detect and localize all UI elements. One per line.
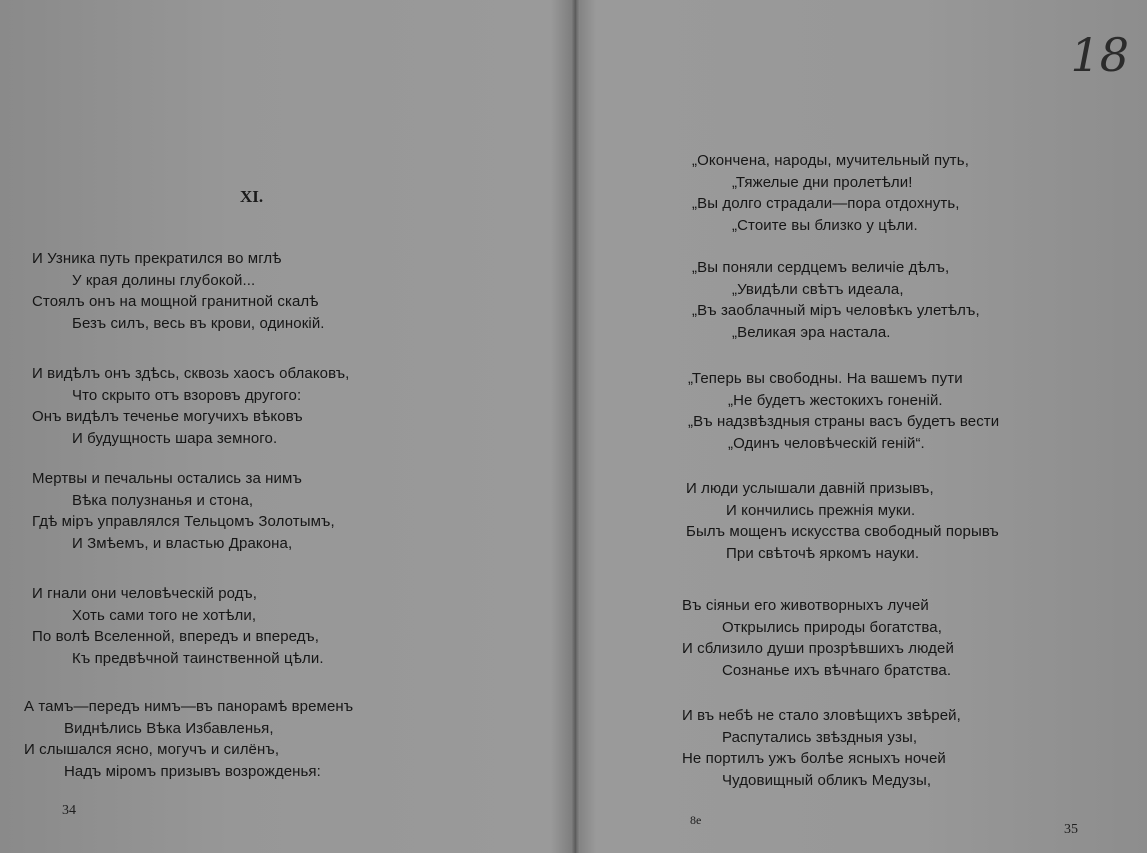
stanza-4 — [686, 478, 999, 564]
verse-line: И Змѣемъ, и властью Дракона, — [72, 534, 293, 552]
stanza-2 — [32, 363, 349, 449]
verse-line: Сознанье ихъ вѣчнаго братства. — [722, 661, 952, 679]
handwritten-page-note: 18 — [1070, 28, 1129, 82]
verse-line: И сблизило души прозрѣвшихъ людей — [682, 640, 954, 658]
verse-line: „Въ заоблачный міръ человѣкъ улетѣлъ, — [692, 302, 980, 320]
verse-line: Чудовищный обликъ Медузы, — [722, 771, 932, 789]
right-page — [577, 0, 1147, 853]
verse-line: „Теперь вы свободны. На вашемъ пути — [688, 370, 963, 387]
stanza-1 — [32, 248, 325, 334]
verse-line: „Великая эра настала. — [732, 323, 891, 341]
verse-line: У края долины глубокой... — [72, 271, 256, 289]
stanza-4 — [32, 583, 324, 669]
stanza-6 — [682, 705, 961, 791]
stanza-2 — [692, 257, 980, 343]
verse-line: И видѣлъ онъ здѣсь, сквозь хаосъ облаковъ, — [32, 365, 350, 382]
verse-line: По волѣ Вселенной, впередъ и впередъ, — [32, 628, 320, 646]
verse-line: Мертвы и печальны остались за нимъ — [32, 470, 302, 487]
verse-line: Надъ міромъ призывъ возрожденья: — [64, 762, 321, 780]
verse-line: При свѣточѣ яркомъ науки. — [726, 544, 920, 562]
verse-line: И въ небѣ не стало зловѣщихъ звѣрей, — [682, 707, 961, 724]
verse-line: И люди услышали давній призывъ, — [686, 480, 934, 497]
verse-line: Вѣка полузнанья и стона, — [72, 491, 254, 509]
verse-line: Хоть сами того не хотѣли, — [72, 606, 257, 624]
chapter-heading: XI. — [240, 187, 264, 206]
stanza-5 — [682, 595, 954, 681]
verse-line: Не портилъ ужъ болѣе ясныхъ ночей — [682, 750, 946, 768]
verse-line: „Не будетъ жестокихъ гоненій. — [728, 391, 943, 409]
stanza-3 — [688, 368, 999, 454]
verse-line: И кончились прежнія муки. — [726, 501, 916, 519]
verse-line: „Вы поняли сердцемъ величіе дѣлъ, — [692, 259, 950, 276]
verse-line: А тамъ—передъ нимъ—въ панорамѣ временъ — [24, 698, 354, 715]
verse-line: Къ предвѣчной таинственной цѣли. — [72, 649, 324, 667]
verse-line: Безъ силъ, весь въ крови, одинокій. — [72, 314, 325, 332]
verse-line: И гнали они человѣческій родъ, — [32, 585, 258, 602]
verse-line: И слышался ясно, могучъ и силёнъ, — [24, 741, 280, 759]
stanza-5 — [24, 696, 353, 782]
verse-line: И Узника путь прекратился во мглѣ — [32, 250, 282, 267]
verse-line: „Окончена, народы, мучительный путь, — [692, 152, 969, 169]
verse-line: „Стоите вы близко у цѣли. — [732, 216, 918, 234]
verse-line: Распутались звѣздныя узы, — [722, 728, 918, 746]
stanza-3 — [32, 468, 335, 554]
verse-line: Гдѣ міръ управлялся Тельцомъ Золотымъ, — [32, 513, 335, 531]
verse-line: И будущность шара земного. — [72, 429, 278, 447]
page-number-right: 35 — [1064, 822, 1078, 837]
stanza-1 — [692, 150, 969, 236]
page-number-left: 34 — [62, 803, 76, 818]
verse-line: Былъ мощенъ искусства свободный порывъ — [686, 523, 999, 541]
signature-mark: 8е — [690, 813, 702, 827]
verse-line: „Одинъ человѣческій геній“. — [728, 434, 925, 452]
verse-line: Въ сіяньи его животворныхъ лучей — [682, 597, 929, 614]
verse-line: „Въ надзвѣздныя страны васъ будетъ вести — [688, 413, 1000, 431]
verse-line: Онъ видѣлъ теченье могучихъ вѣковъ — [32, 408, 303, 426]
verse-line: Виднѣлись Вѣка Избавленья, — [64, 719, 274, 737]
verse-line: Открылись природы богатства, — [722, 618, 943, 636]
verse-line: Стоялъ онъ на мощной гранитной скалѣ — [32, 293, 319, 311]
verse-line: „Вы долго страдали—пора отдохнуть, — [692, 195, 960, 213]
verse-line: „Увидѣли свѣтъ идеала, — [732, 280, 904, 298]
verse-line: Что скрыто отъ взоровъ другого: — [72, 386, 302, 404]
verse-line: „Тяжелые дни пролетѣли! — [732, 173, 913, 191]
